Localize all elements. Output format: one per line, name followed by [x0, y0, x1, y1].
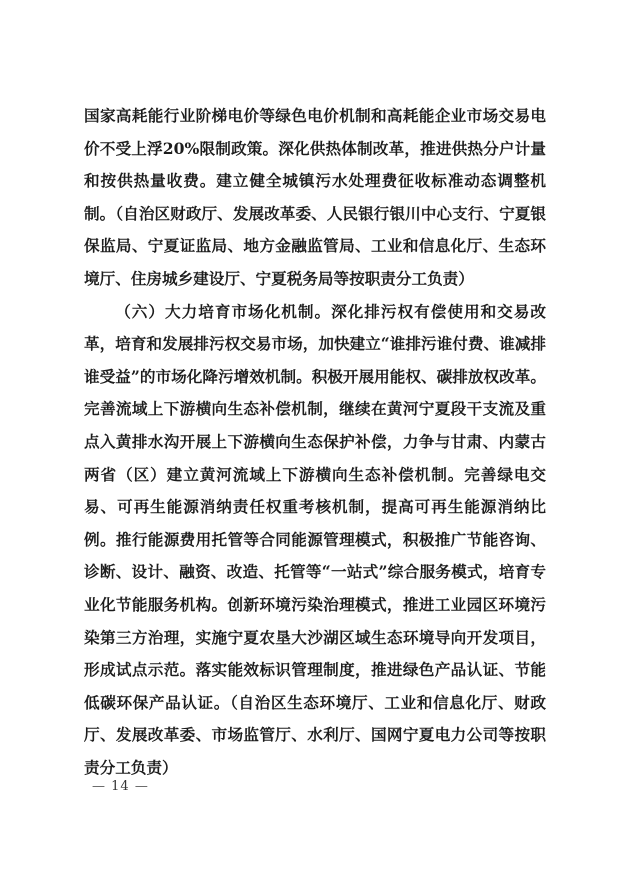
document-body [84, 100, 546, 784]
footer-dash-right: — [134, 779, 149, 794]
page-footer [92, 779, 149, 794]
paragraph-continued: 国家高耗能行业阶梯电价等绿色电价机制和高耗能企业市场交易电价不受上浮20%限制政策。深化供热体制改革，推进供热分户计量和按供热量收费。建立健全城镇污水处理费征收标准动态调整机制。（自治区财政厅、发展改革委、人民银行银川中心支行、宁夏银保监局、宁夏证监局、地方金融监管局、工业和信息化厅、生态环境厅、住房城乡建设厅、宁夏税务局等按职责分工负责） [84, 106, 546, 288]
footer-dash-left: — [92, 779, 106, 794]
page-number: 14 [111, 779, 130, 794]
paragraph-section-six: （六）大力培育市场化机制。深化排污权有偿使用和交易改革，培育和发展排污权交易市场，加快建立“谁排污谁付费、谁减排谁受益”的市场化降污增效机制。积极开展用能权、碳排放权改革。完善流域上下游横向生态补偿机制，继续在黄河宁夏段干支流及重点入黄排水沟开展上下游横向生态保护补偿，力争与甘肃、内蒙古两省（区）建立黄河流域上下游横向生态补偿机制。完善绿电交易、可再生能源消纳责任权重考核机制，提高可再生能源消纳比例。推行能源费用托管等合同能源管理模式，积极推广节能咨询、诊断、设计、融资、改造、托管等“一站式”综合服务模式，培育专业化节能服务机构。创新环境污染治理模式，推进工业园区环境污染第三方治理，实施宁夏农垦大沙湖区域生态环境导向开发项目，形成试点示范。落实能效标识管理制度，推进绿色产品认证、节能低碳环保产品认证。（自治区生态环境厅、工业和信息化厅、财政厅、发展改革委、市场监管厅、水利厅、国网宁夏电力公司等按职责分工负责） [84, 301, 546, 777]
